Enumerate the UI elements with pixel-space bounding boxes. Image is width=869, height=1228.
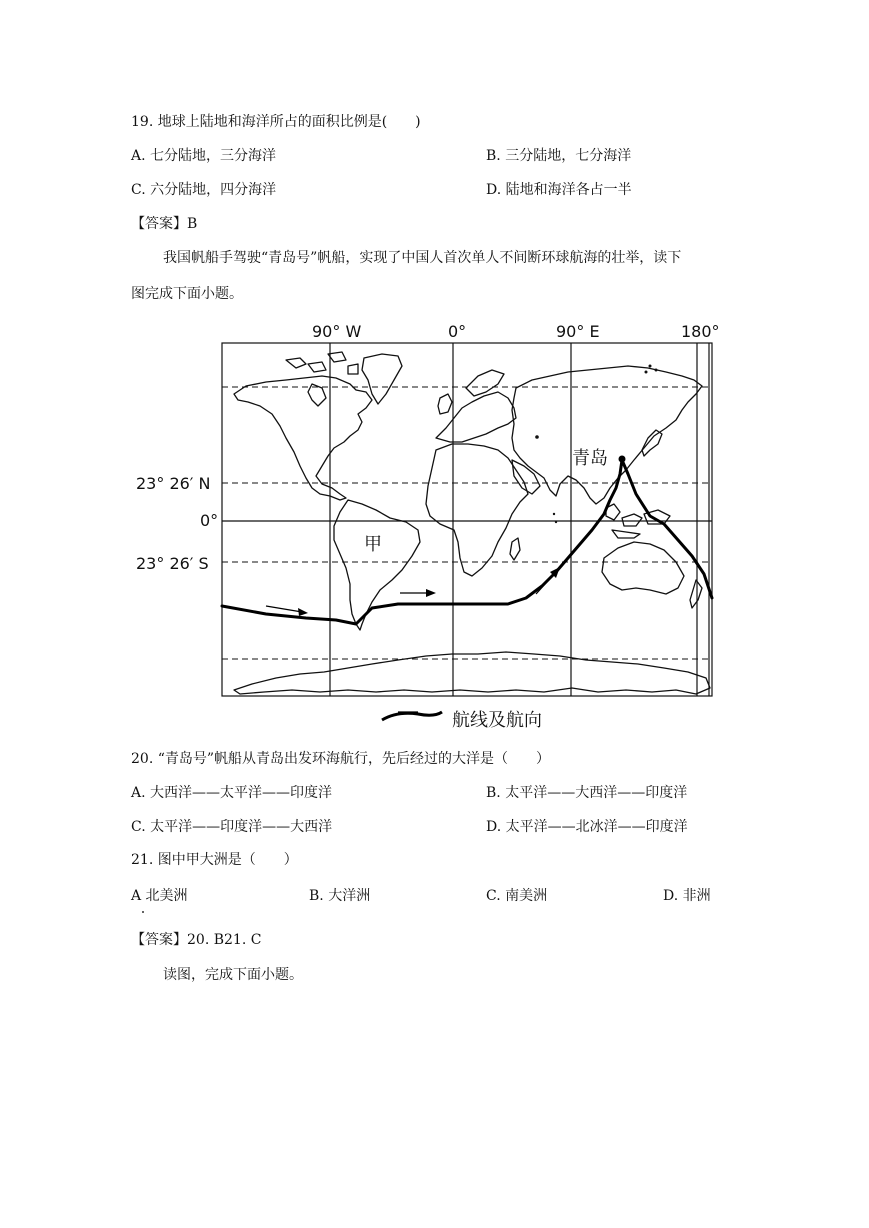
- lon-label-90e: 90° E: [556, 322, 600, 341]
- closing-instruction: 读图，完成下面小题。: [163, 967, 303, 983]
- madagascar-coast: [510, 538, 520, 560]
- world-map-svg: [136, 318, 726, 738]
- north-america-coast: [234, 376, 372, 500]
- island-dot-4: [645, 371, 648, 374]
- question-21-stem: 21. 图中甲大洲是（ ）: [131, 852, 298, 868]
- answer-20-21: 【答案】20. B21. C: [131, 932, 262, 948]
- new-zealand-coast: [690, 580, 702, 608]
- lat-label-equator: 0°: [200, 511, 219, 530]
- q19-option-c: C. 六分陆地，四分海洋: [131, 182, 277, 198]
- island-dot-5: [553, 513, 555, 515]
- q19-option-d: D. 陆地和海洋各占一半: [486, 182, 632, 198]
- south-america-coast: [334, 500, 420, 630]
- q19-answer: 【答案】B: [131, 216, 198, 232]
- lon-label-90w: 90° W: [312, 322, 362, 341]
- intro-line-2: 图完成下面小题。: [131, 286, 243, 302]
- island-dot-2: [649, 365, 652, 368]
- island-dot-1: [535, 435, 539, 439]
- qingdao-label: 青岛: [572, 448, 608, 469]
- q20-option-b: B. 太平洋——大西洋——印度洋: [486, 785, 688, 801]
- greenland-coast: [362, 354, 402, 404]
- stray-dot: [142, 911, 144, 913]
- q19-option-a: A. 七分陆地，三分海洋: [131, 148, 277, 164]
- question-19-stem: 19. 地球上陆地和海洋所占的面积比例是( ): [131, 114, 421, 130]
- island-dot-6: [555, 521, 557, 523]
- lat-label-tropic-south: 23° 26′ S: [136, 554, 209, 573]
- lon-label-0: 0°: [448, 322, 467, 341]
- continent-jia-label: 甲: [364, 534, 382, 555]
- q21-option-a: A 北美洲: [131, 888, 188, 904]
- island-dot-3: [655, 369, 658, 372]
- q20-option-c: C. 太平洋——印度洋——大西洋: [131, 819, 333, 835]
- q19-option-b: B. 三分陆地，七分海洋: [486, 148, 632, 164]
- lon-label-180: 180°: [681, 322, 720, 341]
- legend-route-symbol: [382, 712, 442, 720]
- qingdao-point: [619, 456, 626, 463]
- world-map-figure: [136, 318, 726, 738]
- q20-option-d: D. 太平洋——北冰洋——印度洋: [486, 819, 688, 835]
- arctic-islands: [286, 352, 358, 374]
- q21-option-c: C. 南美洲: [486, 888, 548, 904]
- lat-label-tropic-north: 23° 26′ N: [136, 474, 211, 493]
- route-arrow-atlantic: [400, 589, 436, 597]
- japan-coast: [642, 430, 662, 456]
- map-frame: [222, 343, 712, 696]
- antarctica-coast: [234, 652, 710, 694]
- route-arrow-indian: [536, 567, 560, 594]
- question-20-stem: 20. “青岛号”帆船从青岛出发环海航行，先后经过的大洋是（ ）: [131, 751, 551, 767]
- british-isles: [438, 394, 452, 414]
- europe-coast: [436, 392, 516, 442]
- q21-option-b: B. 大洋洲: [309, 888, 371, 904]
- australia-coast: [602, 542, 684, 594]
- legend-label: 航线及航向: [452, 710, 542, 731]
- intro-line-1: 我国帆船手驾驶“青岛号”帆船，实现了中国人首次单人不间断环球航海的壮举，读下: [163, 250, 682, 266]
- q20-option-a: A. 大西洋——太平洋——印度洋: [131, 785, 333, 801]
- q21-option-d: D. 非洲: [663, 888, 711, 904]
